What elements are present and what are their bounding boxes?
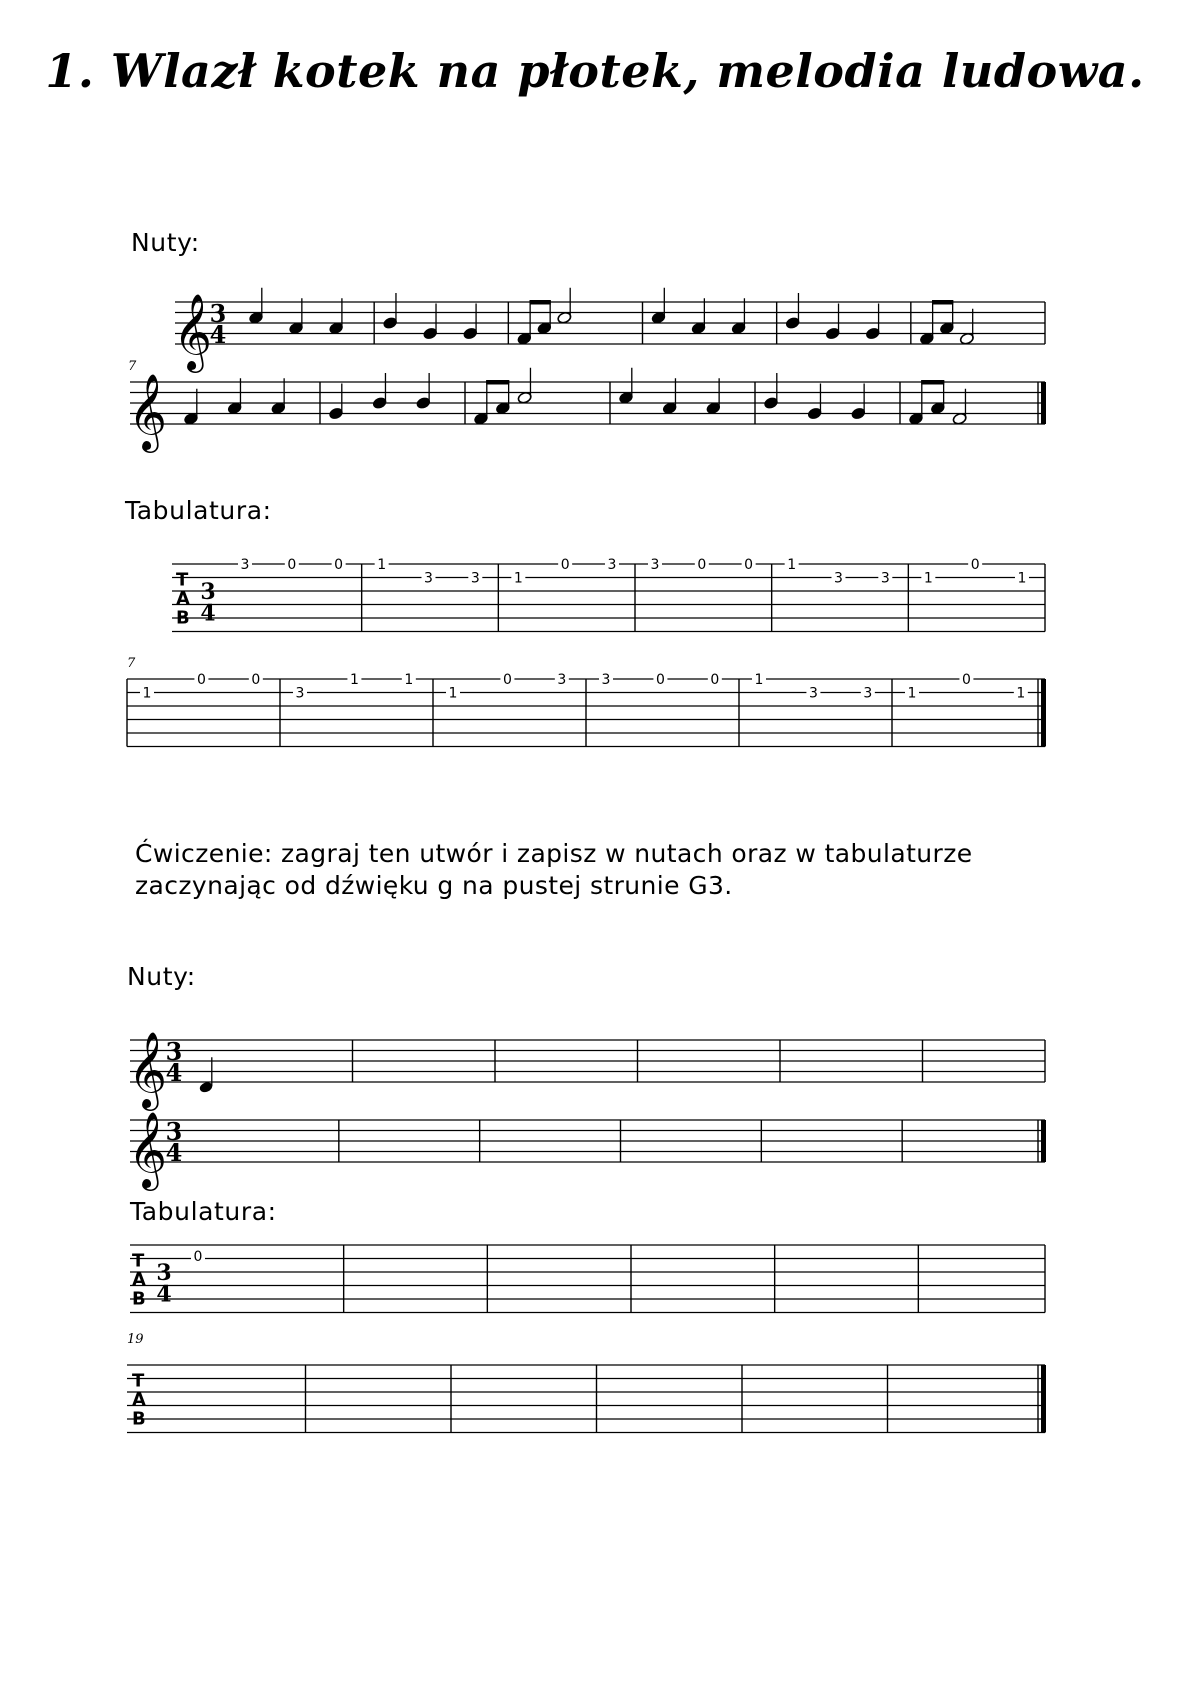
melody-staff-system-2 [0,350,1190,470]
tab-time-top: 3 [200,579,216,606]
tab-time-bottom: 4 [156,1281,172,1308]
fret-number: 3 [557,672,567,688]
tab-clef-b: B [176,607,190,629]
fret-number: 3 [240,557,250,573]
blank-tablature-system-2 [0,1330,1190,1450]
fret-number: 0 [287,557,297,573]
treble-clef-icon: 𝄞 [128,373,168,450]
exercise-line-1: Ćwiczenie: zagraj ten utwór i zapisz w nutach oraz w tabulaturze [135,839,973,868]
treble-clef-icon: 𝄞 [128,1111,168,1188]
exercise-line-2: zaczynając od dźwięku g na pustej strunie G3. [135,871,733,900]
tab-time-top: 3 [156,1260,172,1287]
fret-number: 0 [697,557,707,573]
fret-number: 3 [808,685,818,702]
time-signature-bottom: 4 [165,1138,183,1167]
tablature-system-1 [0,540,1190,650]
fret-number: 1 [1017,570,1027,587]
fret-number: 1 [754,672,764,688]
tab-label-1: Tabulatura: [125,496,272,525]
fret-number: 0 [502,672,512,688]
time-signature-top: 3 [165,1037,183,1066]
fret-number: 1 [404,672,414,688]
final-barline-thick [1041,382,1046,424]
final-barline-thick [1041,679,1046,747]
fret-number: 1 [448,685,458,702]
fret-number: 3 [607,557,617,573]
exercise-instructions [135,838,973,902]
fret-number: 1 [142,685,152,702]
blank-tablature-system-1 [0,1235,1190,1325]
tab-label-2: Tabulatura: [130,1197,277,1226]
tab-clef-a: A [132,1389,146,1411]
tab-time-bottom: 4 [200,600,216,627]
time-signature-top: 3 [165,1117,183,1146]
fret-number: 3 [834,570,843,587]
tab-clef-a: A [132,1269,146,1291]
fret-number: 0 [710,672,720,688]
fret-number: 3 [650,557,660,573]
fret-number: 0 [744,557,754,573]
tab-clef-t: T [132,1250,145,1272]
tab-clef-t: T [176,569,189,591]
notes-label-2: Nuty: [127,962,196,991]
measure-number: 7 [128,359,137,374]
tab-clef-b: B [132,1408,146,1430]
fret-number: 3 [863,685,873,702]
treble-clef-icon: 𝄞 [128,1031,168,1108]
fret-number: 1 [923,570,933,587]
blank-staff-system-2 [0,1090,1190,1190]
fret-number: 3 [601,672,611,688]
time-signature-bottom: 4 [165,1058,183,1087]
fret-number: 3 [424,570,433,587]
measure-number: 7 [127,656,136,671]
time-signature-top: 3 [209,299,227,328]
fret-number: 0 [970,557,980,573]
treble-clef-icon: 𝄞 [173,293,213,370]
fret-number: 1 [377,557,387,573]
fret-number: 1 [349,672,359,688]
measure-number: 19 [127,1332,144,1347]
tab-clef-b: B [132,1288,146,1310]
fret-number: 3 [295,685,305,702]
fret-number: 3 [880,570,890,587]
fret-number: 0 [560,557,570,573]
fret-number: 1 [907,685,917,702]
final-barline-thick [1041,1120,1046,1162]
fret-number: 3 [470,570,480,587]
fret-number: 1 [787,557,797,573]
fret-number: 0 [334,557,344,573]
fret-number: 1 [513,570,523,587]
tab-clef-t: T [132,1370,145,1392]
fret-number: 0 [251,672,261,688]
final-barline-thick [1041,1365,1046,1433]
page-title: 1. Wlazł kotek na płotek, melodia ludowa. [45,44,1145,98]
fret-number: 0 [961,672,971,688]
fret-number: 0 [655,672,665,688]
fret-number: 0 [196,672,206,688]
time-signature-bottom: 4 [209,320,227,349]
fret-number: 0 [193,1249,203,1265]
notes-label-1: Nuty: [131,228,200,257]
tab-clef-a: A [176,588,190,610]
tablature-system-2 [0,655,1190,775]
fret-number: 1 [1016,685,1026,702]
